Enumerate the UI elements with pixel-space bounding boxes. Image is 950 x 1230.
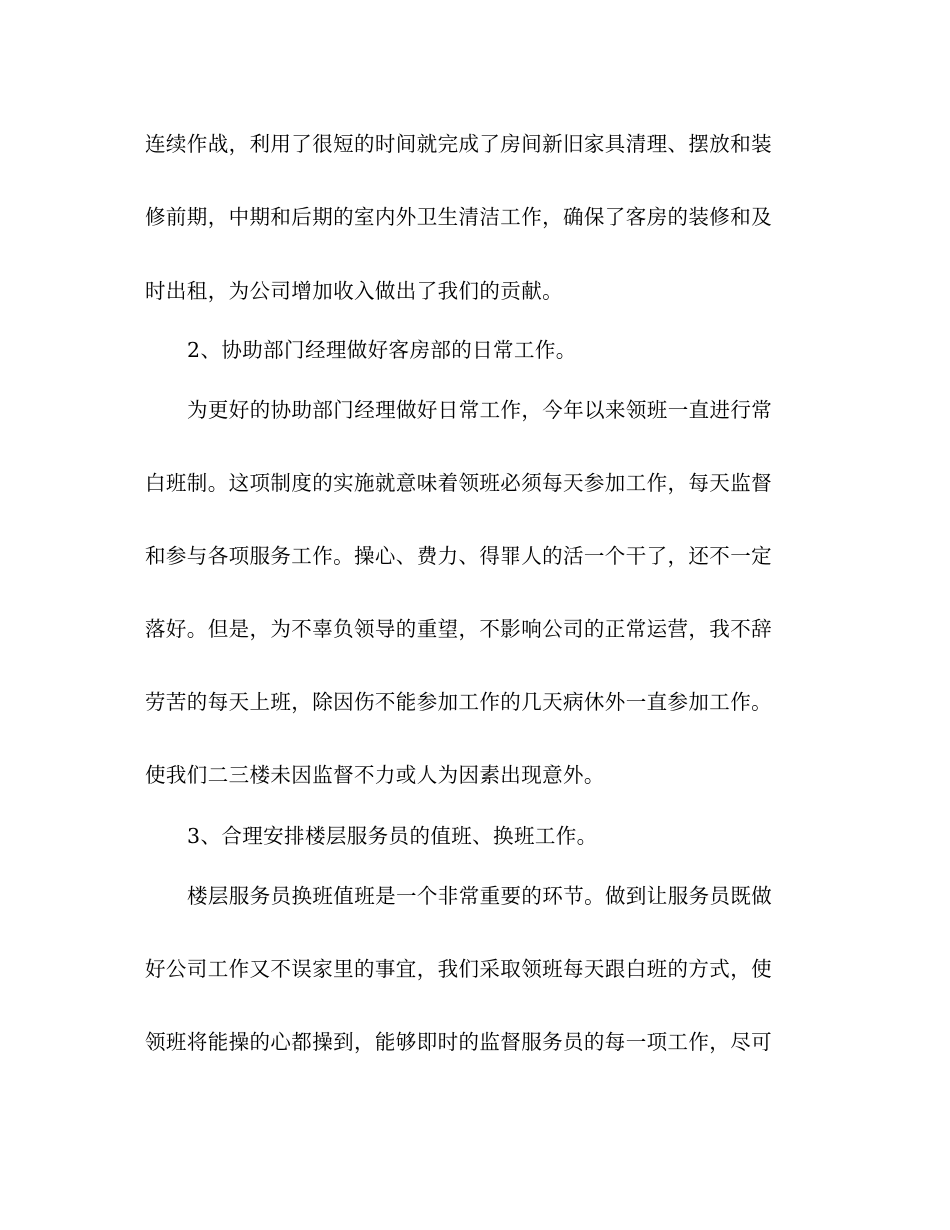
paragraph-line-10: 使我们二三楼未因监督不力或人为因素出现意外。 xyxy=(145,763,605,787)
section-heading-3: 3、合理安排楼层服务员的值班、换班工作。 xyxy=(187,824,598,848)
paragraph-line-5: 为更好的协助部门经理做好日常工作，今年以来领班一直进行常 xyxy=(187,398,773,422)
paragraph-line-7: 和参与各项服务工作。操心、费力、得罪人的活一个干了，还不一定 xyxy=(145,544,772,568)
paragraph-line-2: 修前期，中期和后期的室内外卫生清洁工作，确保了客房的装修和及 xyxy=(145,205,772,229)
paragraph-line-14: 领班将能操的心都操到，能够即时的监督服务员的每一项工作，尽可 xyxy=(145,1030,772,1054)
paragraph-line-8: 落好。但是，为不辜负领导的重望，不影响公司的正常运营，我不辞 xyxy=(145,617,772,641)
paragraph-line-6: 白班制。这项制度的实施就意味着领班必须每天参加工作，每天监督 xyxy=(145,471,772,495)
section-heading-2: 2、协助部门经理做好客房部的日常工作。 xyxy=(187,338,577,362)
paragraph-line-1: 连续作战，利用了很短的时间就完成了房间新旧家具清理、摆放和装 xyxy=(145,132,772,156)
paragraph-line-12: 楼层服务员换班值班是一个非常重要的环节。做到让服务员既做 xyxy=(187,884,773,908)
paragraph-line-13: 好公司工作又不误家里的事宜，我们采取领班每天跟白班的方式，使 xyxy=(145,957,772,981)
paragraph-line-3: 时出租，为公司增加收入做出了我们的贡献。 xyxy=(145,279,563,303)
paragraph-line-9: 劳苦的每天上班，除因伤不能参加工作的几天病休外一直参加工作。 xyxy=(145,690,772,714)
